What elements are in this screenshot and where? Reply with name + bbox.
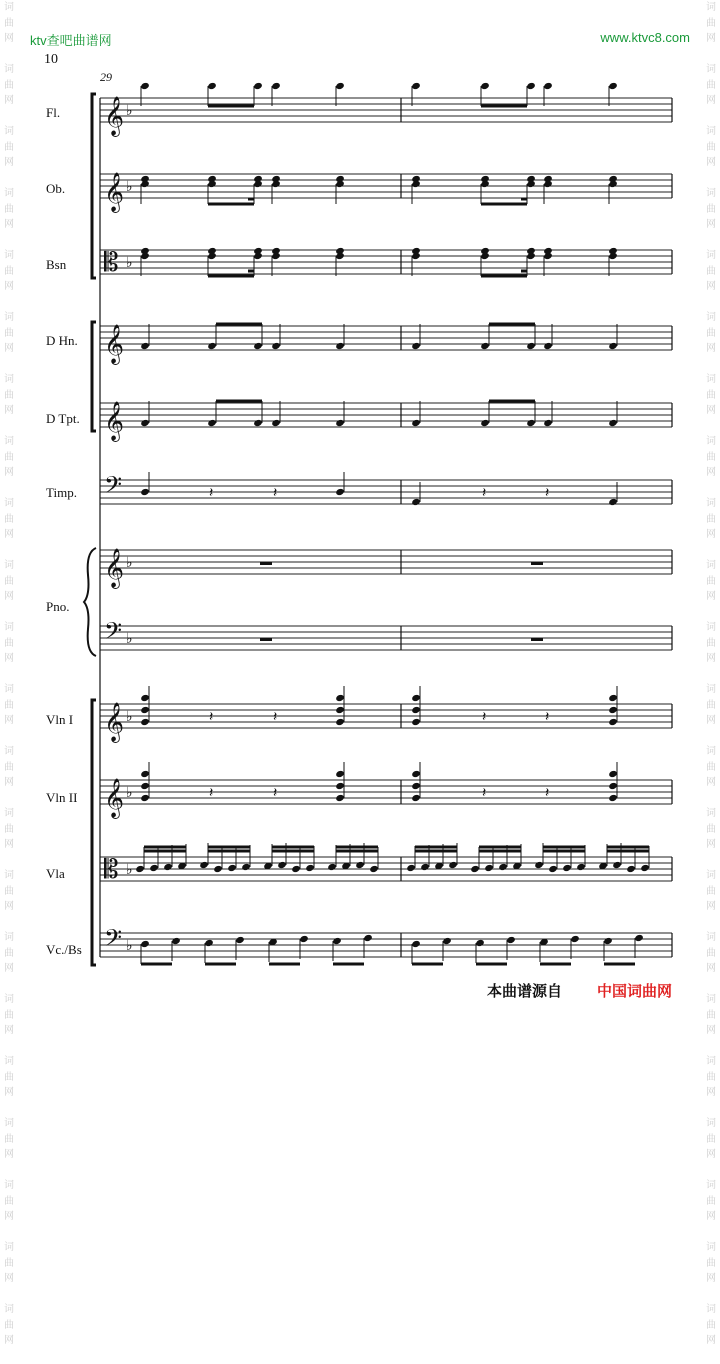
- notehead: [140, 706, 150, 714]
- notehead: [626, 865, 636, 873]
- notehead: [213, 865, 223, 873]
- notehead: [140, 770, 150, 778]
- notehead: [526, 419, 536, 427]
- notehead: [411, 706, 421, 714]
- quarter-rest-icon: 𝄽: [209, 709, 214, 725]
- footer-source-label: 本曲谱源自: [487, 982, 563, 1000]
- notehead: [335, 419, 345, 427]
- whole-rest-icon: [531, 638, 543, 641]
- flat-key-signature-icon: ♭: [126, 255, 133, 271]
- whole-rest-icon: [260, 562, 272, 565]
- notehead: [140, 718, 150, 726]
- notehead: [369, 865, 379, 873]
- notehead: [506, 936, 516, 944]
- notehead: [608, 498, 618, 506]
- notehead: [335, 782, 345, 790]
- flat-key-signature-icon: ♭: [126, 179, 133, 195]
- quarter-rest-icon: 𝄽: [545, 785, 550, 801]
- notehead: [608, 718, 618, 726]
- notehead: [526, 82, 536, 90]
- notehead: [562, 864, 572, 872]
- notehead: [335, 770, 345, 778]
- notehead: [442, 937, 452, 945]
- quarter-rest-icon: 𝄽: [209, 485, 214, 501]
- notehead: [480, 82, 490, 90]
- notehead: [570, 935, 580, 943]
- notehead: [498, 863, 508, 871]
- quarter-rest-icon: 𝄽: [545, 485, 550, 501]
- strings-bracket: [92, 700, 96, 965]
- notehead: [163, 863, 173, 871]
- notehead: [411, 498, 421, 506]
- notehead: [448, 861, 458, 869]
- notehead: [335, 342, 345, 350]
- quarter-rest-icon: 𝄽: [482, 785, 487, 801]
- flat-key-signature-icon: ♭: [126, 555, 133, 571]
- treble-clef-icon: 𝄞: [104, 401, 125, 441]
- notehead: [608, 342, 618, 350]
- notehead: [140, 940, 150, 948]
- page-number: 10: [44, 52, 58, 67]
- notehead: [207, 419, 217, 427]
- quarter-rest-icon: 𝄽: [273, 709, 278, 725]
- instrument-label-viola: Vla: [46, 866, 65, 881]
- notehead: [253, 342, 263, 350]
- instrument-label-oboe: Ob.: [46, 181, 66, 196]
- notehead: [204, 939, 214, 947]
- notehead: [548, 865, 558, 873]
- notehead: [363, 934, 373, 942]
- notehead: [480, 419, 490, 427]
- quarter-rest-icon: 𝄽: [482, 485, 487, 501]
- notehead: [543, 419, 553, 427]
- treble-clef-icon: 𝄞: [104, 778, 125, 818]
- notehead: [608, 706, 618, 714]
- notehead: [608, 694, 618, 702]
- notehead: [140, 694, 150, 702]
- notehead: [608, 770, 618, 778]
- notehead: [235, 936, 245, 944]
- flat-key-signature-icon: ♭: [126, 103, 133, 119]
- flat-key-signature-icon: ♭: [126, 631, 133, 647]
- notehead: [411, 694, 421, 702]
- alto-clef-icon: 𝄡: [104, 855, 119, 885]
- notehead: [277, 861, 287, 869]
- notehead: [634, 934, 644, 942]
- notehead: [253, 82, 263, 90]
- notehead: [608, 82, 618, 90]
- site-name-left: ktv查吧曲谱网: [30, 33, 112, 48]
- instrument-label-violin-1: Vln I: [46, 712, 74, 727]
- notehead: [299, 935, 309, 943]
- quarter-rest-icon: 𝄽: [545, 709, 550, 725]
- notehead: [332, 937, 342, 945]
- notehead: [484, 864, 494, 872]
- notehead: [640, 864, 650, 872]
- notehead: [253, 419, 263, 427]
- instrument-label-violin-2: Vln II: [46, 790, 78, 805]
- notehead: [140, 782, 150, 790]
- notehead: [171, 937, 181, 945]
- alto-clef-icon: 𝄡: [104, 248, 119, 278]
- notehead: [411, 794, 421, 802]
- instrument-label-timpani: Timp.: [46, 485, 77, 500]
- flat-key-signature-icon: ♭: [126, 862, 133, 878]
- notehead: [271, 342, 281, 350]
- notehead: [199, 861, 209, 869]
- footer-site-name: 中国词曲网: [597, 982, 673, 1000]
- instrument-label-trumpet: D Tpt.: [46, 411, 80, 426]
- notehead: [534, 861, 544, 869]
- notehead: [140, 342, 150, 350]
- notehead: [480, 342, 490, 350]
- notehead: [140, 794, 150, 802]
- instrument-label-horn: D Hn.: [46, 333, 78, 348]
- bass-clef-icon: 𝄢: [104, 471, 123, 504]
- treble-clef-icon: 𝄞: [104, 548, 125, 588]
- measure-number: 29: [100, 70, 112, 84]
- notehead: [327, 863, 337, 871]
- notehead: [470, 865, 480, 873]
- notehead: [305, 864, 315, 872]
- quarter-rest-icon: 𝄽: [273, 485, 278, 501]
- notehead: [406, 864, 416, 872]
- treble-clef-icon: 𝄞: [104, 96, 125, 136]
- notehead: [335, 694, 345, 702]
- notehead: [335, 794, 345, 802]
- notehead: [411, 342, 421, 350]
- flat-key-signature-icon: ♭: [126, 785, 133, 801]
- notehead: [411, 718, 421, 726]
- instrument-label-bassoon: Bsn: [46, 257, 67, 272]
- bass-clef-icon: 𝄢: [104, 924, 123, 957]
- notehead: [207, 82, 217, 90]
- notehead: [271, 419, 281, 427]
- flat-key-signature-icon: ♭: [126, 938, 133, 954]
- instrument-label-cello-bass: Vc./Bs: [46, 942, 82, 957]
- notehead: [576, 863, 586, 871]
- notehead: [227, 864, 237, 872]
- instrument-label-flute: Fl.: [46, 105, 61, 120]
- notehead: [608, 782, 618, 790]
- instrument-label-piano: Pno.: [46, 599, 70, 614]
- notehead: [612, 861, 622, 869]
- notehead: [543, 342, 553, 350]
- bass-clef-icon: 𝄢: [104, 617, 123, 650]
- notehead: [526, 342, 536, 350]
- notehead: [149, 864, 159, 872]
- brass-bracket: [92, 322, 96, 431]
- notehead: [140, 82, 150, 90]
- notehead: [608, 794, 618, 802]
- notehead: [335, 718, 345, 726]
- watermark-left: 词 曲 网 词 曲 网 词 曲 网 词 曲 网 词 曲 网 词 曲 网 词 曲 网 词 曲 网 词 曲 网 词 曲 网 词 曲 网 词 曲 网 词 曲 网 词 曲 网 词 曲 网 词 曲 网 词 曲 网 词 曲 网 词 曲 网 词 曲 网 词 曲 网 词 曲 网: [4, 2, 14, 1346]
- notehead: [411, 770, 421, 778]
- piano-brace: [84, 548, 96, 656]
- notehead: [271, 82, 281, 90]
- whole-rest-icon: [531, 562, 543, 565]
- notehead: [355, 861, 365, 869]
- site-url-right: www.ktvc8.com: [600, 30, 690, 45]
- quarter-rest-icon: 𝄽: [273, 785, 278, 801]
- woodwind-bracket: [92, 94, 96, 278]
- notehead: [420, 863, 430, 871]
- notehead: [140, 419, 150, 427]
- notehead: [335, 706, 345, 714]
- quarter-rest-icon: 𝄽: [209, 785, 214, 801]
- treble-clef-icon: 𝄞: [104, 172, 125, 212]
- notehead: [241, 863, 251, 871]
- notehead: [475, 939, 485, 947]
- flat-key-signature-icon: ♭: [126, 709, 133, 725]
- watermark-right: 词 曲 网 词 曲 网 词 曲 网 词 曲 网 词 曲 网 词 曲 网 词 曲 网 词 曲 网 词 曲 网 词 曲 网 词 曲 网 词 曲 网 词 曲 网 词 曲 网 词 曲 网 词 曲 网 词 曲 网 词 曲 网 词 曲 网 词 曲 网 词 曲 网 词 曲 网: [706, 2, 716, 1346]
- notehead: [411, 782, 421, 790]
- quarter-rest-icon: 𝄽: [482, 709, 487, 725]
- whole-rest-icon: [260, 638, 272, 641]
- notehead: [335, 488, 345, 496]
- notehead: [603, 937, 613, 945]
- notehead: [207, 342, 217, 350]
- treble-clef-icon: 𝄞: [104, 702, 125, 742]
- notehead: [608, 419, 618, 427]
- notehead: [411, 82, 421, 90]
- notehead: [135, 865, 145, 873]
- treble-clef-icon: 𝄞: [104, 324, 125, 364]
- notehead: [543, 82, 553, 90]
- notehead: [411, 940, 421, 948]
- notehead: [140, 488, 150, 496]
- notehead: [291, 865, 301, 873]
- notehead: [335, 82, 345, 90]
- notehead: [411, 419, 421, 427]
